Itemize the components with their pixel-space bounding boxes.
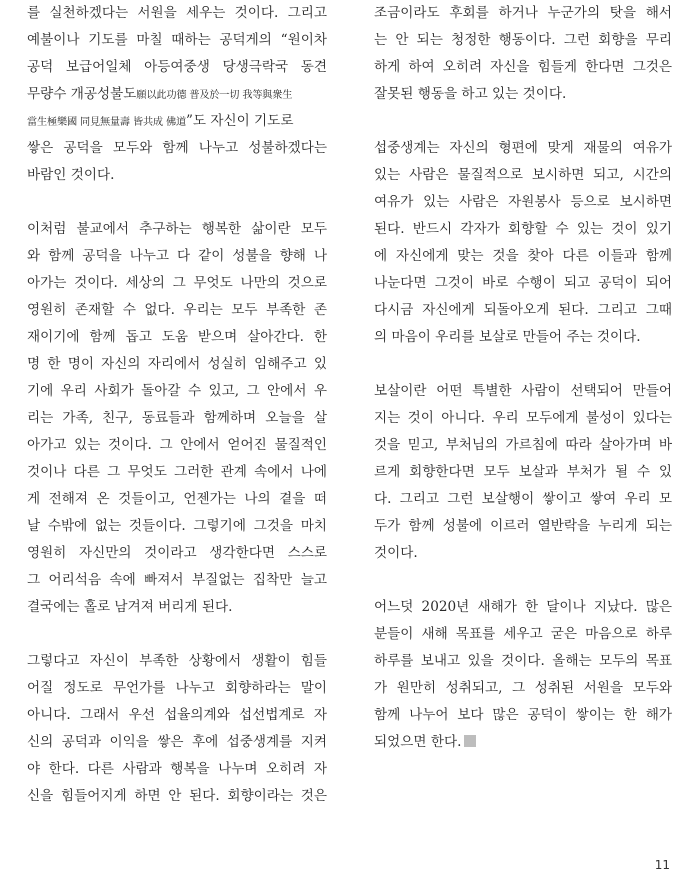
- text-line-mixed-hanja: [27, 81, 327, 107]
- page-number: 11: [654, 858, 670, 872]
- text-line: 의 마음이 우리를 보살로 만들어 주는 것이다.: [374, 329, 641, 345]
- korean-text: ”도 자신이 기도로: [185, 113, 294, 129]
- text-line: 기에 우리 사회가 돌아갈 수 있고, 그 안에서 우: [27, 383, 327, 399]
- text-line: 아니다. 그래서 우선 섭율의계와 섭선법계로 자: [27, 707, 327, 723]
- text-line: 된다. 반드시 각자가 회향할 수 있는 것이 있기: [374, 221, 672, 237]
- text-line: 그 어리석음 속에 빠져서 부질없는 집착만 늘고: [27, 572, 327, 588]
- text-line: 명 한 명이 자신의 자리에서 성실히 임해주고 있: [27, 356, 327, 372]
- text-line: 영원히 자신만의 것이라고 생각한다면 스스로: [27, 545, 327, 561]
- text-line: 르게 회향한다면 모두 보살과 부처가 될 수 있: [374, 464, 672, 480]
- text-line: 다시금 자신에게 되돌아오게 된다. 그리고 그때: [374, 302, 672, 318]
- text-line: 신을 힘들어지게 하면 안 된다. 회향이라는 것은: [27, 788, 327, 804]
- text-line: 조금이라도 후회를 하거나 누군가의 탓을 해서: [374, 5, 672, 21]
- hanja-text: 願以此功德 普及於一切 我等與衆生: [136, 90, 293, 101]
- text-line-final: [374, 729, 672, 755]
- text-line: 결국에는 홀로 남겨져 버리게 된다.: [27, 599, 233, 615]
- text-line: 것을 믿고, 부처님의 가르침에 따라 살아가며 바: [374, 437, 672, 453]
- text-line: 공덕 보급어일체 아등여중생 당생극락국 동견: [27, 59, 327, 75]
- text-line: 두가 함께 성불에 이르러 열반락을 누리게 되는: [374, 518, 672, 534]
- text-line: 보살이란 어떤 특별한 사람이 선택되어 만들어: [374, 383, 672, 399]
- text-line: 영원히 존재할 수 없다. 우리는 모두 부족한 존: [27, 302, 327, 318]
- text-line: 있는 사람은 물질적으로 보시하면 되고, 시간의: [374, 167, 672, 183]
- text-line: 아가고 있는 것이다. 그 안에서 얻어진 물질적인: [27, 437, 327, 453]
- hanja-text: 當生極樂國 同見無量壽 皆共成 佛道: [27, 117, 186, 128]
- text-span: 되었으면 한다.: [374, 734, 462, 750]
- text-line: 바람인 것이다.: [27, 167, 115, 183]
- text-line: 어질 정도로 무언가를 나누고 회향하라는 말이: [27, 680, 327, 696]
- text-line: 날 수밖에 없는 것들이다. 그렇기에 그것을 마치: [27, 518, 327, 534]
- text-line: 리는 가족, 친구, 동료들과 함께하며 오늘을 살: [27, 410, 327, 426]
- text-line: 쌓은 공덕을 모두와 함께 나누고 성불하겠다는: [27, 140, 327, 156]
- text-line: 함께 나누어 보다 많은 공덕이 쌓이는 한 해가: [374, 707, 672, 723]
- text-line: 잘못된 행동을 하고 있는 것이다.: [374, 86, 567, 102]
- text-line: 는 안 되는 청정한 행동이다. 그런 회향을 무리: [374, 32, 672, 48]
- text-line: 것이나 다른 그 무엇도 그러한 관계 속에서 나에: [27, 464, 327, 480]
- text-line: 예불이나 기도를 마칠 때하는 공덕게의 “원이차: [27, 32, 327, 48]
- text-line: 를 실천하겠다는 서원을 세우는 것이다. 그리고: [27, 5, 327, 21]
- text-line: 가 원만히 성취되고, 그 성취된 서원을 모두와: [374, 680, 672, 696]
- text-line: 것이다.: [374, 545, 418, 561]
- text-line: 하게 하여 오히려 자신을 힘들게 한다면 그것은: [374, 59, 672, 75]
- text-line: 섭중생계는 자신의 형편에 맞게 재물의 여유가: [374, 140, 672, 156]
- text-line: 에 자신에게 맞는 것을 찾아 다른 이들과 함께: [374, 248, 672, 264]
- text-line: 나눈다면 그것이 바로 수행이 되고 공덕이 되어: [374, 275, 672, 291]
- text-line: 분들이 새해 목표를 세우고 굳은 마음으로 하루: [374, 626, 672, 642]
- text-line: 다. 그리고 그런 보살행이 쌓이고 쌓여 우리 모: [374, 491, 672, 507]
- end-mark-icon: [464, 735, 476, 747]
- text-line: 와 함께 공덕을 나누고 다 같이 성불을 향해 나: [27, 248, 327, 264]
- korean-text: 무량수 개공성불도: [27, 86, 137, 102]
- text-line: 여유가 있는 사람은 자원봉사 등으로 보시하면: [374, 194, 672, 210]
- text-line: 이처럼 불교에서 추구하는 행복한 삶이란 모두: [27, 221, 327, 237]
- text-line: 지는 것이 아니다. 우리 모두에게 불성이 있다는: [374, 410, 672, 426]
- text-line: 그렇다고 자신이 부족한 상황에서 생활이 힘들: [27, 653, 327, 669]
- text-line: 게 전해져 온 것들이고, 언젠가는 나의 곁을 떠: [27, 491, 327, 507]
- text-line: 어느덧 2020년 새해가 한 달이나 지났다. 많은: [374, 599, 672, 615]
- text-line: 아가는 것이다. 세상의 그 무엇도 나만의 것으로: [27, 275, 327, 291]
- text-line: 재이기에 함께 돕고 도움 받으며 살아간다. 한: [27, 329, 327, 345]
- text-line-mixed-hanja: [27, 108, 327, 134]
- text-line: 야 한다. 다른 사람과 행복을 나누며 오히려 자: [27, 761, 327, 777]
- text-line: 하루를 보내고 있을 것이다. 올해는 모두의 목표: [374, 653, 672, 669]
- text-line: 신의 공덕과 이익을 쌓은 후에 섭중생계를 지켜: [27, 734, 327, 750]
